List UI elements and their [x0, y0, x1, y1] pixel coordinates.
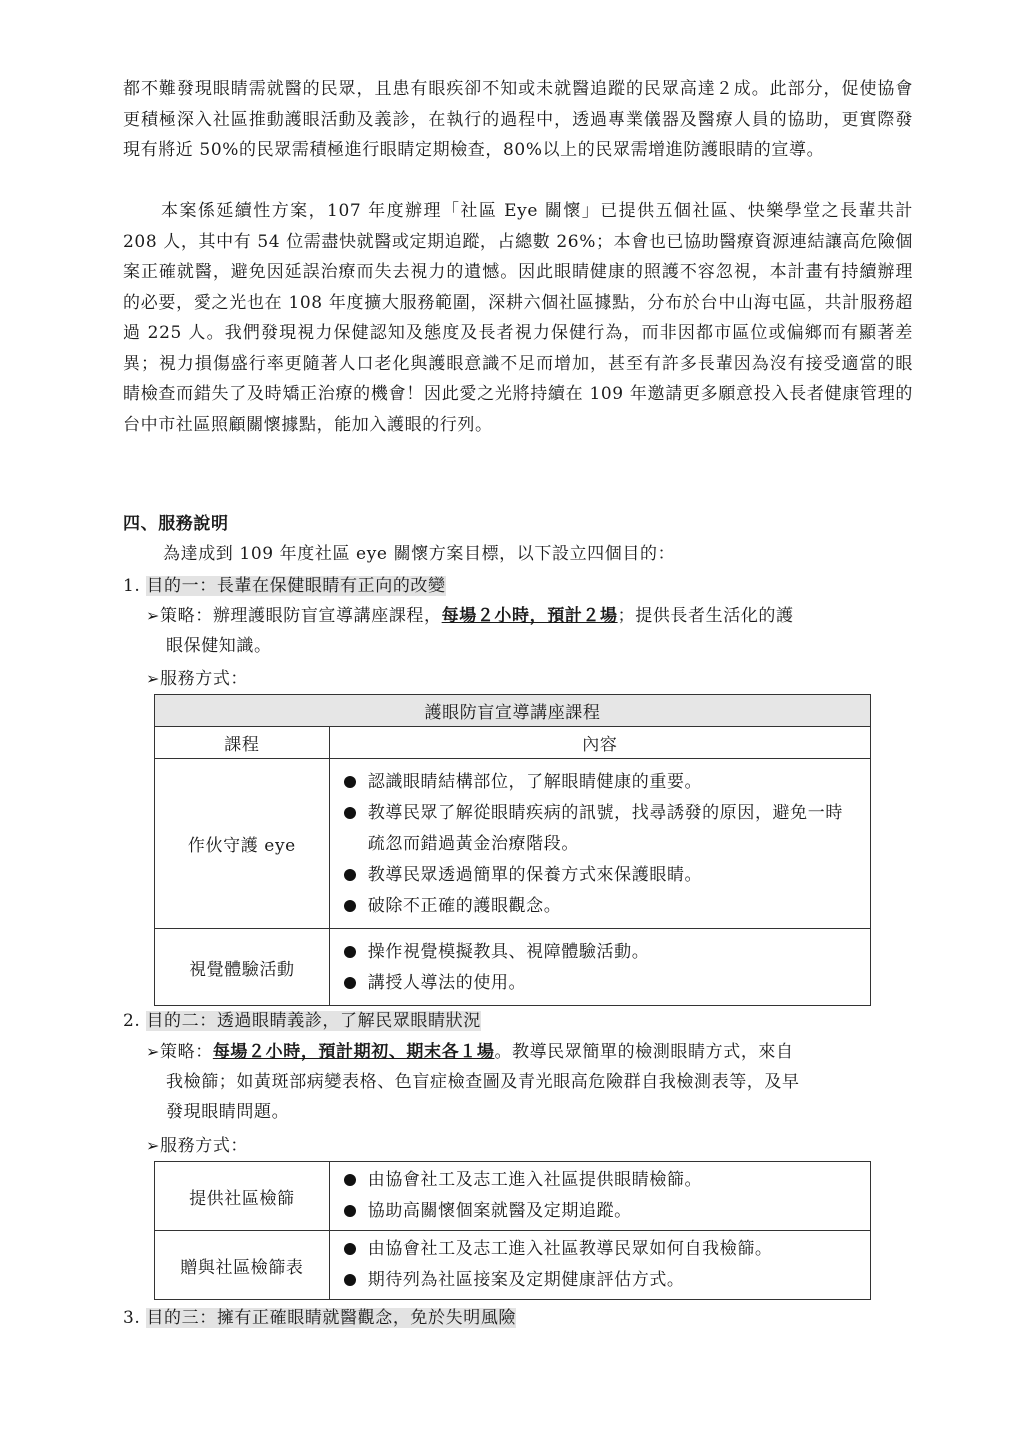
course-content	[329, 929, 870, 1006]
content-item: 認識眼睛結構部位，了解眼睛健康的重要。	[344, 767, 860, 798]
content-item: 由協會社工及志工進入社區提供眼睛檢篩。	[344, 1165, 860, 1196]
content-item: 講授人導法的使用。	[344, 968, 860, 999]
table-title: 護眼防盲宣導講座課程	[155, 695, 871, 727]
goal1-strategy-line1	[146, 603, 794, 629]
arrow-bullet-icon: ➢	[146, 606, 161, 625]
arrow-bullet-icon: ➢	[146, 1136, 161, 1155]
goal3-title: 目的三：擁有正確眼睛就醫觀念，免於失明風險	[146, 1308, 517, 1328]
lecture-course-table	[154, 694, 871, 1006]
course-name: 作伙守護 eye	[155, 759, 330, 929]
goal1-title: 目的一：長輩在保健眼睛有正向的改變	[146, 576, 446, 596]
service-content	[329, 1231, 870, 1300]
content-item: 破除不正確的護眼觀念。	[344, 891, 860, 922]
content-item: 由協會社工及志工進入社區教導民眾如何自我檢篩。	[344, 1234, 860, 1265]
goal2-strategy-emphasis: 每場２小時，預計期初、期末各１場	[212, 1042, 495, 1062]
goal2-strategy-line3: 發現眼睛問題。	[166, 1102, 290, 1122]
goal2-service-text: 服務方式：	[160, 1136, 249, 1156]
content-item: 操作視覺模擬教具、視障體驗活動。	[344, 937, 860, 968]
goal1-heading	[123, 573, 446, 599]
goal3-heading	[123, 1305, 516, 1331]
course-name: 視覺體驗活動	[155, 929, 330, 1006]
table-row	[155, 1231, 871, 1300]
goal1-strategy-line2: 眼保健知識。	[166, 636, 272, 656]
table-row	[155, 929, 871, 1006]
content-item: 協助高關懷個案就醫及定期追蹤。	[344, 1196, 860, 1227]
goal3-number: 3.	[123, 1308, 141, 1328]
arrow-bullet-icon: ➢	[146, 669, 161, 688]
section-intro: 為達成到 109 年度社區 eye 關懷方案目標，以下設立四個目的：	[163, 544, 676, 564]
table-row	[155, 759, 871, 929]
screening-service-table	[154, 1161, 871, 1300]
table-row	[155, 1162, 871, 1231]
goal1-service-label	[146, 666, 248, 692]
background-paragraph: 本案係延續性方案，107 年度辦理「社區 Eye 關懷」已提供五個社區、快樂學堂之長輩共計 208 人，其中有 54 位需盡快就醫或定期追蹤，占總數 26%；本會也已協助醫療資源連結讓高危險個案正確就醫，避免因延誤治療而失去視力的遺憾。因此眼睛健康的照護不容忽視，本計畫有持續辦理的必要，愛之光也在 108 年度擴大服務範圍，深耕六個社區據點，分布於台中山海屯區，共計服務超過 225 人。我們發現視力保健認知及態度及長者視力保健行為，而非因都市區位或偏鄉而有顯著差異；視力損傷盛行率更隨著人口老化與護眼意識不足而增加，甚至有許多長輩因為沒有接受適當的眼睛檢查而錯失了及時矯正治療的機會！因此愛之光將持續在 109 年邀請更多願意投入長者健康管理的台中市社區照顧關懷據點，能加入護眼的行列。	[123, 201, 913, 435]
goal2-strategy-suffix: 。教導民眾簡單的檢測眼睛方式，來自	[494, 1042, 794, 1062]
goal2-number: 2.	[123, 1011, 141, 1031]
goal1-strategy-prefix: 策略：辦理護眼防盲宣導講座課程，	[160, 606, 442, 626]
goal1-strategy-emphasis: 每場２小時，預計２場	[441, 606, 618, 626]
goal2-title: 目的二：透過眼睛義診，了解民眾眼睛狀況	[146, 1011, 481, 1031]
goal2-strategy-line2: 我檢篩；如黃斑部病變表格、色盲症檢查圖及青光眼高危險群自我檢測表等，及早	[166, 1072, 800, 1092]
goal2-service-label	[146, 1133, 248, 1159]
service-content	[329, 1162, 870, 1231]
goal2-strategy-prefix: 策略：	[160, 1042, 213, 1062]
goal2-heading	[123, 1008, 481, 1034]
service-name: 贈與社區檢篩表	[155, 1231, 330, 1300]
intro-paragraph: 都不難發現眼睛需就醫的民眾，且患有眼疾卻不知或未就醫追蹤的民眾高達２成。此部分，促使協會更積極深入社區推動護眼活動及義診，在執行的過程中，透過專業儀器及醫療人員的協助，更實際發現有將近 50%的民眾需積極進行眼睛定期檢查，80%以上的民眾需增進防護眼睛的宣導。	[123, 79, 913, 160]
goal1-number: 1.	[123, 576, 141, 596]
arrow-bullet-icon: ➢	[146, 1042, 161, 1061]
content-item: 教導民眾了解從眼睛疾病的訊號，找尋誘發的原因，避免一時疏忽而錯過黃金治療階段。	[344, 798, 860, 860]
goal1-strategy-suffix: ；提供長者生活化的護	[617, 606, 794, 626]
content-item: 教導民眾透過簡單的保養方式來保護眼睛。	[344, 860, 860, 891]
col-header-content: 內容	[329, 727, 870, 759]
content-item: 期待列為社區接案及定期健康評估方式。	[344, 1265, 860, 1296]
goal1-service-text: 服務方式：	[160, 669, 249, 689]
goal2-strategy-line1	[146, 1039, 794, 1065]
course-content	[329, 759, 870, 929]
section-heading: 四、服務說明	[123, 514, 229, 534]
col-header-course: 課程	[155, 727, 330, 759]
service-name: 提供社區檢篩	[155, 1162, 330, 1231]
